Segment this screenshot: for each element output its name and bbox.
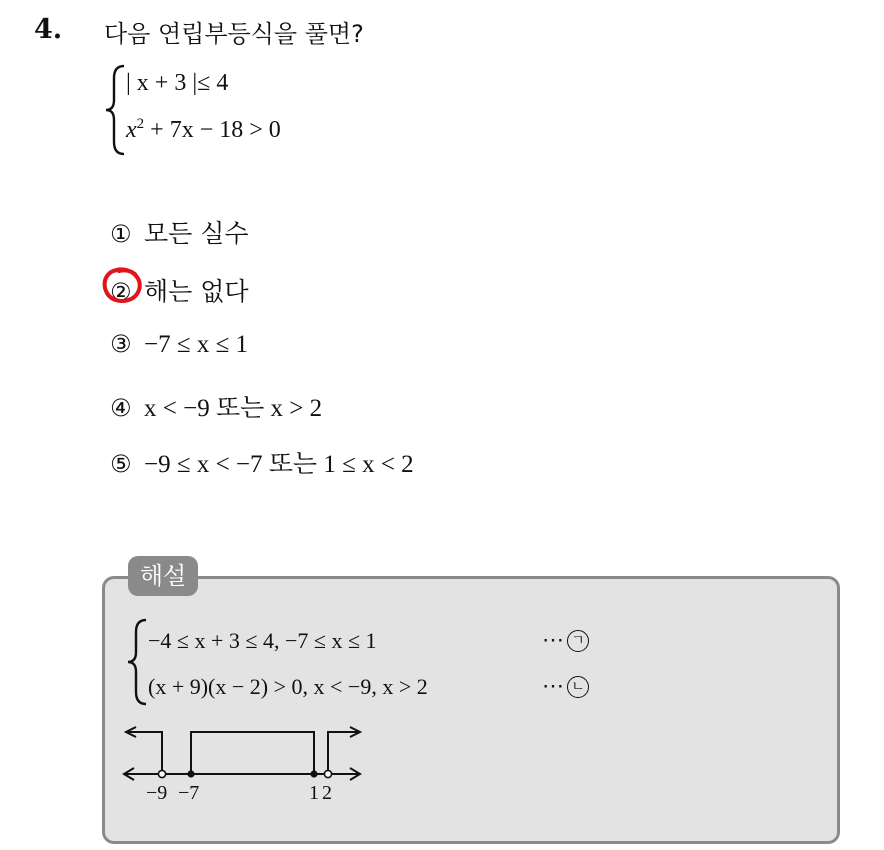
solution-ref-1 <box>542 628 589 653</box>
solution-brace <box>126 618 148 706</box>
question-text: 다음 연립부등식을 풀면? <box>104 20 364 48</box>
solution-line-1: −4 ≤ x + 3 ≤ 4, −7 ≤ x ≤ 1 <box>148 628 377 653</box>
region-x-greater-2 <box>328 732 358 774</box>
choice-1-text: 모든 실수 <box>144 219 249 248</box>
inequality-2-rest: + 7x − 18 > 0 <box>150 117 281 143</box>
choice-2-text: 해는 없다 <box>144 277 249 306</box>
choice-1[interactable] <box>110 214 249 250</box>
choice-5-text-c: 1 ≤ x < 2 <box>323 451 414 478</box>
choice-3-text: −7 ≤ x ≤ 1 <box>144 331 249 358</box>
choice-1-mark: ① <box>110 220 132 248</box>
system-brace <box>104 64 126 156</box>
choice-4[interactable] <box>110 388 322 424</box>
choice-4-mark: ④ <box>110 394 132 422</box>
open-point-neg9 <box>158 770 165 777</box>
label-1: 1 <box>309 782 319 804</box>
choice-4-text-c: x > 2 <box>270 395 323 422</box>
open-point-2 <box>324 770 331 777</box>
solution-line-2: (x + 9)(x − 2) > 0, x < −9, x > 2 <box>148 674 428 699</box>
choice-3-mark: ③ <box>110 330 132 358</box>
inequality-1: | x + 3 |≤ 4 <box>126 70 229 96</box>
label-neg7: −7 <box>178 782 200 804</box>
region-neg7-to-1 <box>191 732 314 774</box>
selection-circle <box>101 266 145 306</box>
inequality-2-base: x <box>126 117 137 143</box>
question-number: 4. <box>34 14 63 45</box>
closed-point-1 <box>310 770 317 777</box>
label-2: 2 <box>322 782 332 804</box>
solution-tag: 해설 <box>128 556 198 596</box>
solution-ref-2-dots: ⋯ <box>542 674 564 699</box>
choice-5-text-a: −9 ≤ x < −7 <box>144 451 263 478</box>
choice-3[interactable] <box>110 330 248 359</box>
choice-5-mark: ⑤ <box>110 450 132 478</box>
choice-4-text-a: x < −9 <box>144 395 210 422</box>
solution-box <box>102 576 840 844</box>
choice-5-text-b: 또는 <box>268 449 318 478</box>
inequality-2 <box>126 116 281 144</box>
inequality-2-exponent: 2 <box>136 116 145 132</box>
solution-ref-1-dots: ⋯ <box>542 628 564 653</box>
label-neg9: −9 <box>146 782 168 804</box>
solution-ref-2 <box>542 674 589 699</box>
choice-2-mark: ② <box>110 278 132 306</box>
circled-giyeok: ㄱ <box>567 630 589 652</box>
closed-point-neg7 <box>187 770 194 777</box>
circled-nieun: ㄴ <box>567 676 589 698</box>
choice-5[interactable] <box>110 444 414 480</box>
number-line <box>118 722 368 784</box>
choice-4-text-b: 또는 <box>215 393 265 422</box>
